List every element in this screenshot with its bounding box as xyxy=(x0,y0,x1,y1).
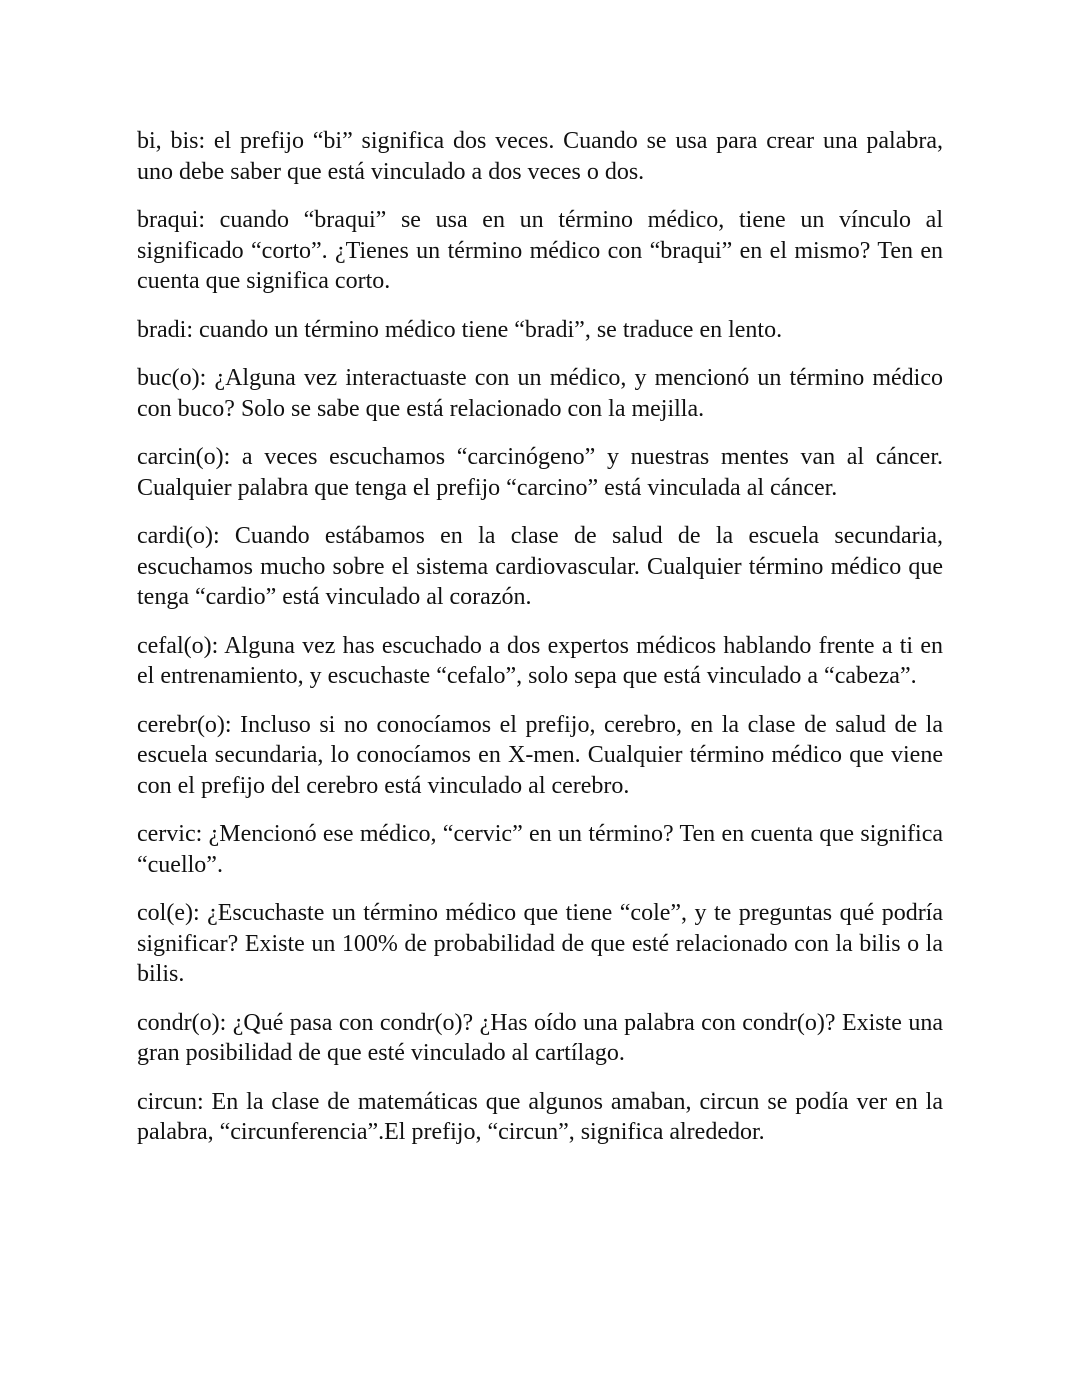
entry-cerebro: cerebr(o): Incluso si no conocíamos el prefijo, cerebro, en la clase de salud de la escuela secundaria, lo conocíamos en X-men. Cualquier término médico que viene con el prefijo del cerebro está vinculado al cerebro. xyxy=(137,711,943,799)
entry-bradi: bradi: cuando un término médico tiene “bradi”, se traduce en lento. xyxy=(137,316,783,343)
entry-condro: condr(o): ¿Qué pasa con condr(o)? ¿Has oído una palabra con condr(o)? Existe una gran posibilidad de que esté vinculado al cartílago. xyxy=(137,1009,943,1066)
entry-circun: circun: En la clase de matemáticas que algunos amaban, circun se podía ver en la palabra, “circunferencia”.El prefijo, “circun”, significa alrededor. xyxy=(137,1088,943,1145)
entry-cervic: cervic: ¿Mencionó ese médico, “cervic” en un término? Ten en cuenta que significa “cuello”. xyxy=(137,821,943,878)
entry-braqui: braqui: cuando “braqui” se usa en un término médico, tiene un vínculo al significado “corto”. ¿Tienes un término médico con “braqui” en el mismo? Ten en cuenta que significa corto. xyxy=(137,207,943,294)
entry-cardio: cardi(o): Cuando estábamos en la clase de salud de la escuela secundaria, escuchamos mucho sobre el sistema cardiovascular. Cualquier término médico que tenga “cardio” está vinculado al corazón. xyxy=(137,523,943,610)
entry-cole: col(e): ¿Escuchaste un término médico que tiene “cole”, y te preguntas qué podría significar? Existe un 100% de probabilidad de que esté relacionado con la bilis o la bilis. xyxy=(137,900,943,987)
entry-bi-bis: bi, bis: el prefijo “bi” significa dos veces. Cuando se usa para crear una palabra, uno debe saber que está vinculado a dos veces o dos. xyxy=(137,128,943,185)
entry-buco: buc(o): ¿Alguna vez interactuaste con un médico, y mencionó un término médico con buco? Solo se sabe que está relacionado con la mejilla. xyxy=(137,365,943,422)
entry-cefalo: cefal(o): Alguna vez has escuchado a dos expertos médicos hablando frente a ti en el entrenamiento, y escuchaste “cefalo”, solo sepa que está vinculado a “cabeza”. xyxy=(137,632,943,689)
entry-carcino: carcin(o): a veces escuchamos “carcinógeno” y nuestras mentes van al cáncer. Cualquier palabra que tenga el prefijo “carcino” está vinculada al cáncer. xyxy=(137,444,943,501)
document-page xyxy=(137,126,943,1148)
